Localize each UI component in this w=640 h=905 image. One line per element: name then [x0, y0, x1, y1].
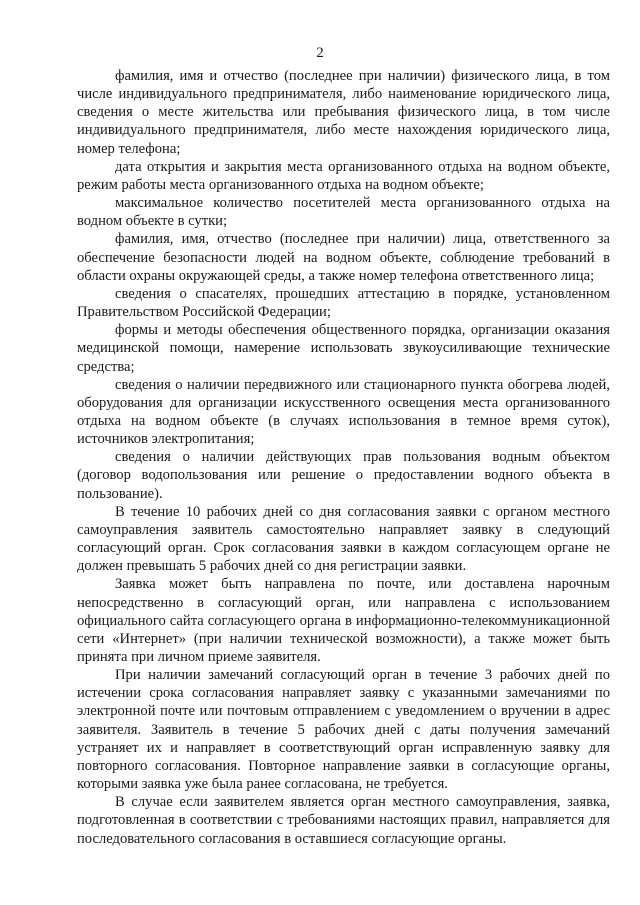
paragraph-heating-lighting: сведения о наличии передвижного или стационарного пункта обогрева людей, оборудования для организации искусственного освещения места организованного отдыха на водном объекте (в случаях использования в темное время суток), источников электропитания; [77, 376, 610, 448]
paragraph-applicant-details: фамилия, имя и отчество (последнее при наличии) физического лица, в том числе индивидуального предпринимателя, либо наименование юридического лица, сведения о месте жительства или пребывания физического лица, в том числе индивидуального предпринимателя, либо месте нахождения юридического лица, номер телефона; [77, 68, 610, 157]
paragraph-opening-dates: дата открытия и закрытия места организованного отдыха на водном объекте, режим работы места организованного отдыха на водном объекте; [77, 158, 610, 193]
paragraph-local-authority: В случае если заявителем является орган местного самоуправления, заявка, подготовленная в соответствии с требованиями настоящих правил, направляется для последовательного согласования в оставшиеся согласующие органы. [77, 794, 610, 847]
page-number: 2 [316, 45, 324, 61]
document-body [77, 67, 610, 848]
paragraph-responsible-person: фамилия, имя, отчество (последнее при наличии) лица, ответственного за обеспечение безопасности людей на водном объекте, соблюдение требований в области охраны окружающей среды, а также номер телефона ответственного лица; [77, 231, 610, 284]
paragraph-approval-deadline: В течение 10 рабочих дней со дня согласования заявки с органом местного самоуправления заявитель самостоятельно направляет заявку в следующий согласующий орган. Срок согласования заявки в каждом согласующем органе не должен превышать 5 рабочих дней со дня регистрации заявки. [77, 503, 610, 575]
paragraph-water-use-rights: сведения о наличии действующих прав пользования водным объектом (договор водопользования или решение о предоставлении водного объекта в пользование). [77, 449, 610, 502]
paragraph-max-visitors: максимальное количество посетителей места организованного отдыха на водном объекте в сутки; [77, 195, 610, 230]
paragraph-rescuers: сведения о спасателях, прошедших аттестацию в порядке, установленном Правительством Российской Федерации; [77, 285, 610, 321]
paragraph-remarks-procedure: При наличии замечаний согласующий орган в течение 3 рабочих дней по истечении срока согласования направляет заявку с указанными замечаниями по электронной почте или почтовым отправлением с уведомлением о вручении в адрес заявителя. Заявитель в течение 5 рабочих дней с даты получения замечаний устраняет их и направляет в соответствующий орган исправленную заявку для повторного согласования. Повторное направление заявки в согласующие органы, которыми заявка уже была ранее согласована, не требуется. [77, 667, 610, 793]
paragraph-submission-methods: Заявка может быть направлена по почте, или доставлена нарочным непосредственно в согласующий орган, или направлена с использованием официального сайта согласующего органа в информационно-телекоммуникационной сети «Интернет» (при наличии технической возможности), а также может быть принята при личном приеме заявителя. [77, 576, 610, 665]
paragraph-public-order: формы и методы обеспечения общественного порядка, организации оказания медицинской помощи, намерение использовать звукоусиливающие технические средства; [77, 322, 610, 375]
